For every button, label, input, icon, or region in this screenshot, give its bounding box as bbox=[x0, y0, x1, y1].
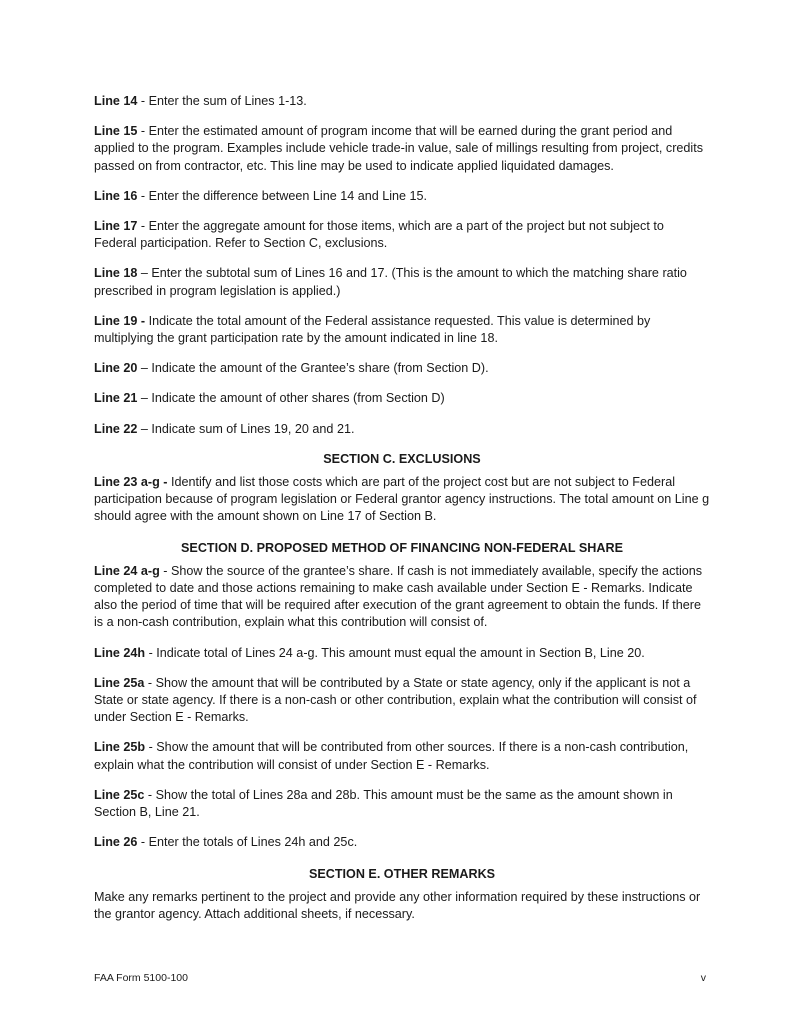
line-text: – Indicate sum of Lines 19, 20 and 21. bbox=[137, 421, 355, 436]
page-footer bbox=[94, 972, 706, 984]
line-text: - Enter the totals of Lines 24h and 25c. bbox=[137, 835, 358, 850]
line-label: Line 21 bbox=[94, 391, 138, 406]
line-label: Line 23 a-g - bbox=[94, 475, 168, 490]
line-text: - Indicate total of Lines 24 a-g. This amount must equal the amount in Section B, Line 20. bbox=[145, 645, 645, 660]
line-text: - Enter the sum of Lines 1-13. bbox=[137, 94, 307, 108]
line-label: Line 22 bbox=[94, 421, 138, 436]
line-15-instruction bbox=[94, 123, 710, 175]
line-label: Line 18 bbox=[94, 266, 138, 281]
line-23-instruction bbox=[94, 474, 710, 526]
line-text: – Indicate the amount of the Grantee’s share (from Section D). bbox=[137, 361, 489, 376]
section-d-heading: SECTION D. PROPOSED METHOD OF FINANCING NON-FEDERAL SHARE bbox=[181, 540, 623, 555]
page-number: v bbox=[700, 972, 706, 984]
line-text: - Enter the aggregate amount for those items, which are a part of the project but not subject to Federal participation. Refer to Section C, exclusions. bbox=[94, 219, 664, 251]
line-text: - Enter the estimated amount of program income that will be earned during the grant period and applied to the program. Examples include vehicle trade-in value, sale of millings resulting from project, credits passed on from contractor, etc. This line may be used to indicate applied liquidated damages. bbox=[94, 124, 703, 173]
line-17-instruction bbox=[94, 218, 710, 252]
line-19-instruction bbox=[94, 313, 710, 347]
line-16-instruction bbox=[94, 188, 710, 205]
line-20-instruction bbox=[94, 360, 710, 377]
line-24ag-instruction bbox=[94, 563, 710, 632]
line-text: – Indicate the amount of other shares (from Section D) bbox=[137, 391, 445, 406]
line-label: Line 24 a-g bbox=[94, 563, 160, 578]
line-24h-instruction bbox=[94, 645, 710, 662]
document-body bbox=[94, 93, 710, 936]
line-26-instruction bbox=[94, 834, 710, 851]
line-text: - Show the amount that will be contributed from other sources. If there is a non-cash contribution, explain what the contribution will consist of under Section E - Remarks. bbox=[94, 740, 689, 772]
line-label: Line 25b bbox=[94, 740, 146, 755]
line-25c-instruction bbox=[94, 787, 710, 821]
line-label: Line 16 bbox=[94, 188, 138, 203]
line-25a-instruction bbox=[94, 675, 710, 727]
line-text: - Show the amount that will be contributed by a State or state agency, only if the applicant is not a State or state agency. If there is a non-cash or other contribution, explain what the contribution will consist of under Section E - Remarks. bbox=[94, 675, 697, 725]
line-label: Line 14 bbox=[94, 94, 138, 108]
section-e-heading: SECTION E. OTHER REMARKS bbox=[308, 866, 496, 881]
line-text: - Show the source of the grantee’s share. If cash is not immediately available, specify the actions completed to date and those actions remaining to make cash available under Section E - Remarks. Indicate also the period of time that will be required after execution of the grant agreement to obtain the funds. If there is a non-cash contribution, explain what this contribution will consist of. bbox=[94, 563, 703, 630]
line-label: Line 17 bbox=[94, 219, 138, 234]
line-label: Line 25a bbox=[94, 675, 145, 690]
line-text: - Enter the difference between Line 14 and Line 15. bbox=[137, 188, 428, 203]
line-text: - Show the total of Lines 28a and 28b. This amount must be the same as the amount shown in Section B, Line 21. bbox=[94, 787, 673, 820]
line-text: Identify and list those costs which are part of the project cost but are not subject to Federal participation because of program legislation or Federal grantor agency instructions. The total amount on Line g should agree with the amount shown on Line 17 of Section B. bbox=[94, 475, 710, 524]
line-label: Line 26 bbox=[94, 835, 138, 850]
line-label: Line 19 - bbox=[94, 313, 146, 328]
line-21-instruction bbox=[94, 390, 710, 407]
line-label: Line 24h bbox=[94, 645, 146, 660]
section-e-text: Make any remarks pertinent to the project and provide any other information required by these instructions or the grantor agency. Attach additional sheets, if necessary. bbox=[94, 889, 701, 921]
line-22-instruction bbox=[94, 421, 710, 438]
line-text: – Enter the subtotal sum of Lines 16 and 17. (This is the amount to which the matching share ratio prescribed in program legislation is applied.) bbox=[94, 266, 687, 298]
form-name: FAA Form 5100-100 bbox=[94, 972, 188, 984]
line-label: Line 20 bbox=[94, 361, 138, 376]
line-25b-instruction bbox=[94, 739, 710, 773]
line-label: Line 15 bbox=[94, 124, 138, 139]
line-label: Line 25c bbox=[94, 787, 145, 802]
line-14-instruction bbox=[94, 93, 710, 110]
line-18-instruction bbox=[94, 265, 710, 299]
section-c-heading: SECTION C. EXCLUSIONS bbox=[323, 451, 481, 466]
line-text: Indicate the total amount of the Federal assistance requested. This value is determined by multiplying the grant participation rate by the amount indicated in line 18. bbox=[94, 313, 651, 346]
